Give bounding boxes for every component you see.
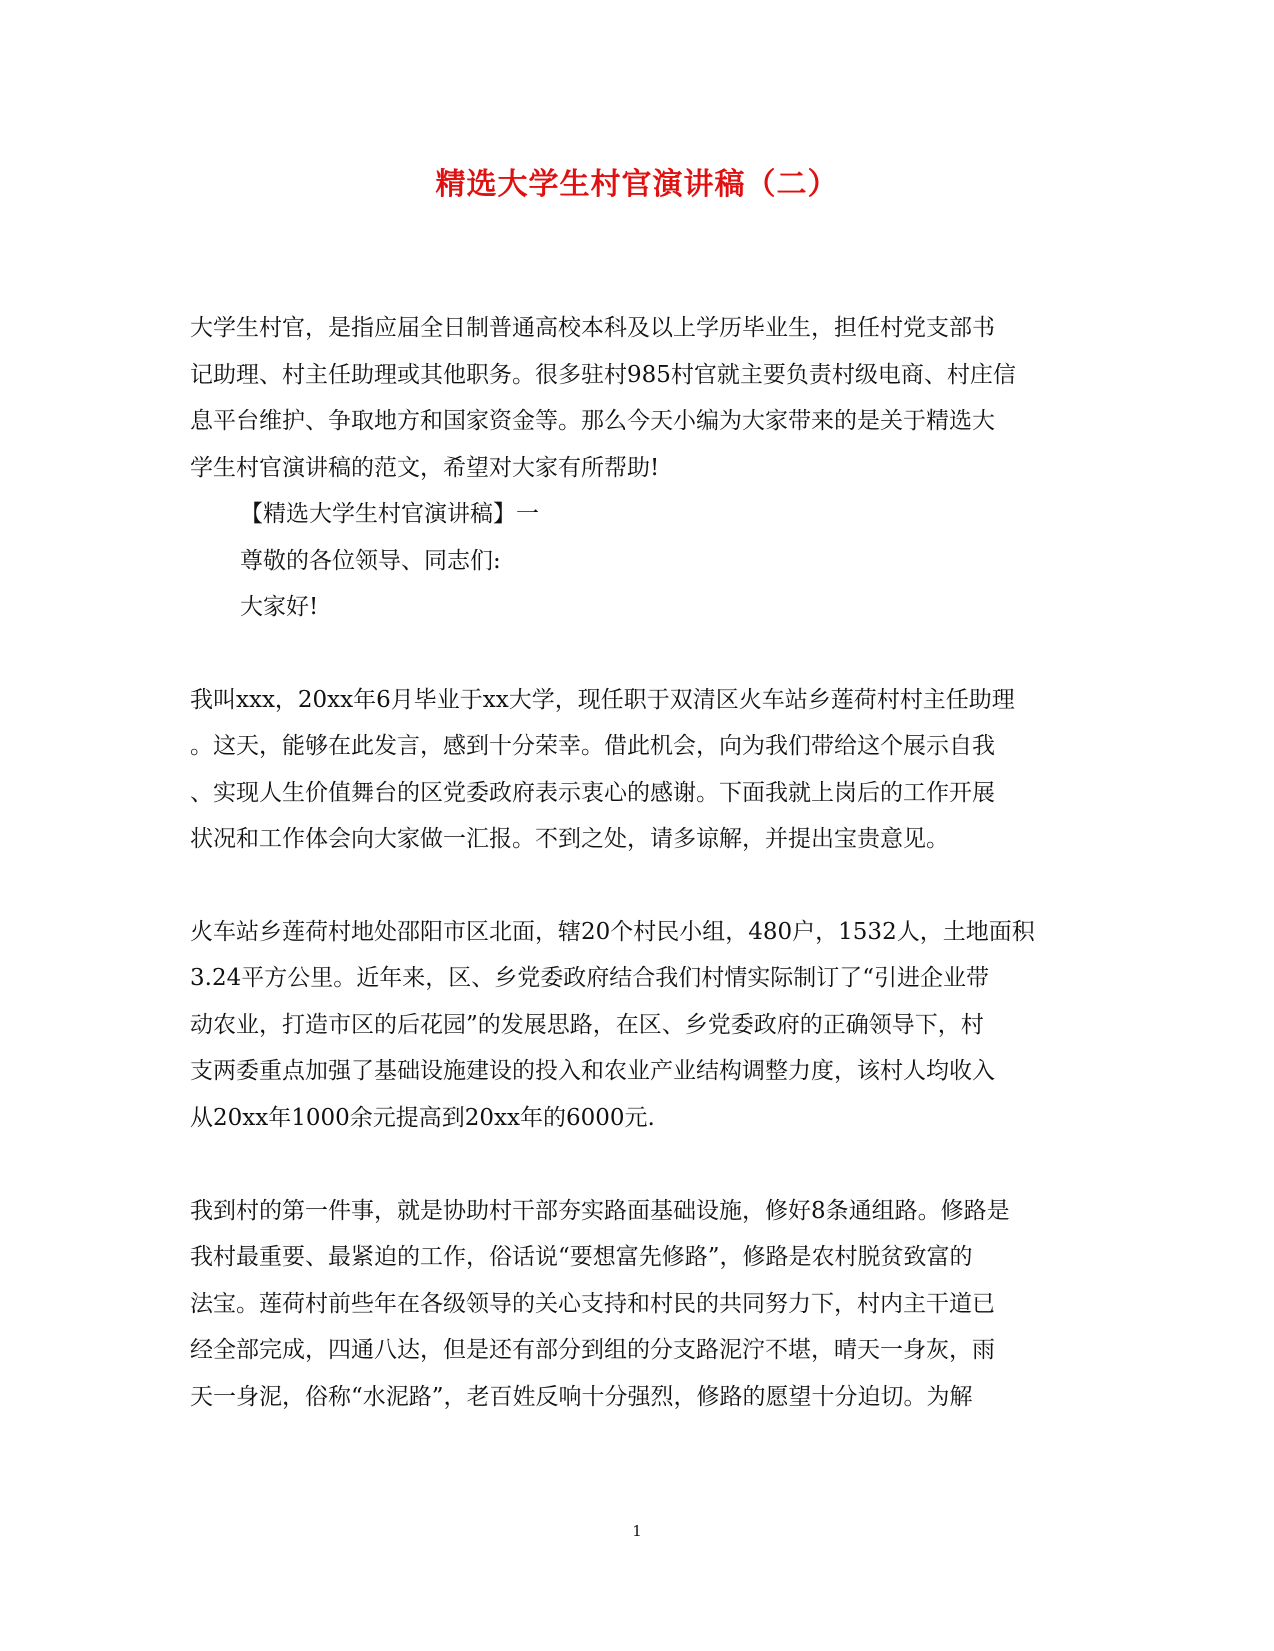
paragraph-line: 支两委重点加强了基础设施建设的投入和农业产业结构调整力度，该村人均收入 — [190, 1058, 995, 1084]
greeting: 大家好! — [240, 594, 319, 620]
paragraph-line: 我到村的第一件事，就是协助村干部夯实路面基础设施，修好8条通组路。修路是 — [190, 1198, 1010, 1224]
paragraph-line: 经全部完成，四通八达，但是还有部分到组的分支路泥泞不堪，晴天一身灰，雨 — [190, 1337, 995, 1363]
page-number: 1 — [632, 1522, 642, 1540]
paragraph-line: 3.24平方公里。近年来，区、乡党委政府结合我们村情实际制订了“引进企业带 — [190, 965, 989, 991]
paragraph-line: 我叫xxx，20xx年6月毕业于xx大学，现任职于双清区火车站乡莲荷村村主任助理 — [190, 687, 1015, 713]
paragraph-line: 法宝。莲荷村前些年在各级领导的关心支持和村民的共同努力下，村内主干道已 — [190, 1291, 995, 1317]
paragraph-line: 、实现人生价值舞台的区党委政府表示衷心的感谢。下面我就上岗后的工作开展 — [190, 780, 995, 806]
paragraph-line: 动农业，打造市区的后花园”的发展思路，在区、乡党委政府的正确领导下，村 — [190, 1012, 984, 1038]
document-title: 精选大学生村官演讲稿（二） — [435, 167, 839, 202]
paragraph-line: 。这天，能够在此发言，感到十分荣幸。借此机会，向为我们带给这个展示自我 — [190, 733, 995, 759]
intro-line: 记助理、村主任助理或其他职务。很多驻村985村官就主要负责村级电商、村庄信 — [190, 362, 1016, 388]
paragraph-line: 状况和工作体会向大家做一汇报。不到之处，请多谅解，并提出宝贵意见。 — [190, 826, 949, 852]
paragraph-line: 天一身泥，俗称“水泥路”，老百姓反响十分强烈，修路的愿望十分迫切。为解 — [190, 1384, 973, 1410]
salutation: 尊敬的各位领导、同志们: — [240, 548, 501, 574]
paragraph-line: 我村最重要、最紧迫的工作，俗话说“要想富先修路”，修路是农村脱贫致富的 — [190, 1244, 973, 1270]
intro-line: 大学生村官，是指应届全日制普通高校本科及以上学历毕业生，担任村党支部书 — [190, 315, 995, 341]
paragraph-line: 火车站乡莲荷村地处邵阳市区北面，辖20个村民小组，480户，1532人，土地面积 — [190, 919, 1035, 945]
intro-line: 学生村官演讲稿的范文，希望对大家有所帮助! — [190, 455, 660, 481]
intro-line: 息平台维护、争取地方和国家资金等。那么今天小编为大家带来的是关于精选大 — [190, 408, 995, 434]
paragraph-line: 从20xx年1000余元提高到20xx年的6000元. — [190, 1105, 655, 1131]
section-heading: 【精选大学生村官演讲稿】一 — [240, 501, 539, 527]
